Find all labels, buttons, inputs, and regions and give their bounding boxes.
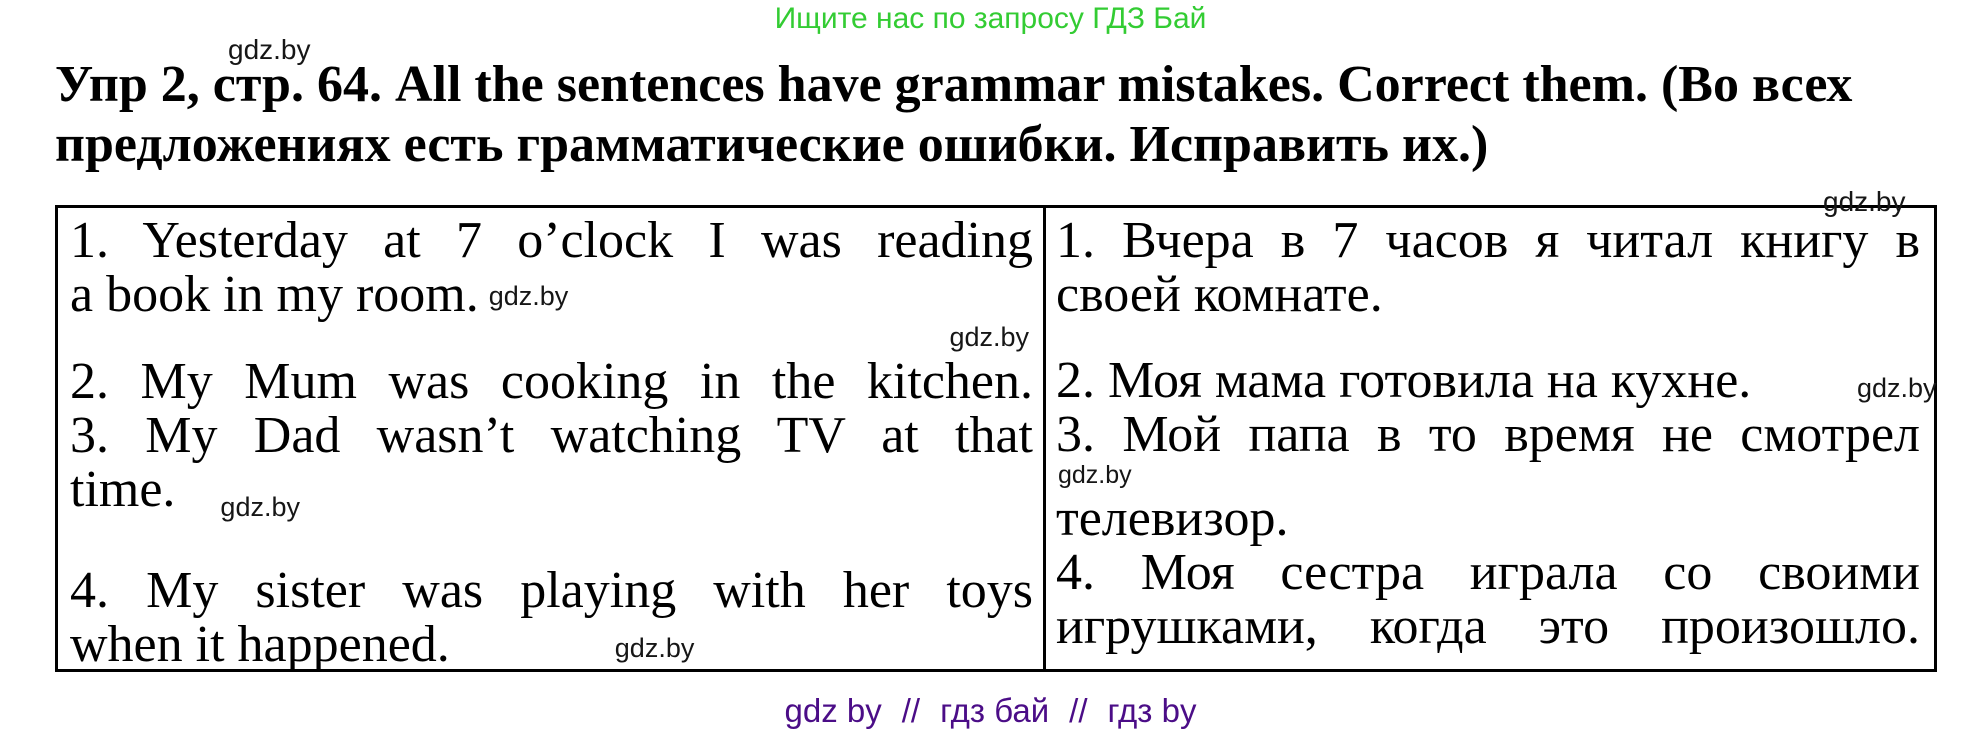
sentence-en-3-line-1: 3. My Dad wasn’t watching TV at that xyxy=(70,407,1033,464)
footer-link-gdz-bai[interactable]: гдз бай xyxy=(940,692,1050,729)
sentence-ru-2: 2. Моя мама готовила на кухне. xyxy=(1056,352,1752,409)
sentence-ru-3-line-1: 3. Мой папа в то время не смотрел xyxy=(1056,406,1920,463)
sentence-en-1-line-2-text: a book in my room. xyxy=(70,266,479,323)
sentence-en-3-line-2-text: time. xyxy=(70,461,176,518)
sentence-ru-4-line-1: 4. Моя сестра играла со своими xyxy=(1056,544,1920,601)
page-title: Упр 2, стр. 64. All the sentences have grammar mistakes. Correct them. (Во всех предложениях есть грамматические ошибки. Исправить их.) xyxy=(55,56,1853,173)
watermark-after-kitchen-ru: gdz.by xyxy=(1857,373,1937,403)
footer-link-gdz-by-mixed[interactable]: гдз by xyxy=(1107,692,1197,729)
sentence-ru-1-line-2: своей комнате. xyxy=(1056,266,1383,323)
sentence-en-1-line-2 xyxy=(70,268,1033,323)
sentence-en-4-line-2 xyxy=(70,618,1033,675)
answers-table xyxy=(55,205,1937,672)
sentence-en-4-line-2-text: when it happened. xyxy=(70,616,450,673)
promo-banner: Ищите нас по запросу ГДЗ Бай xyxy=(774,2,1207,35)
footer-separator: // xyxy=(901,692,921,729)
sentence-en-2: 2. My Mum was cooking in the kitchen. xyxy=(70,353,1033,410)
sentence-en-1-line-1: 1. Yesterday at 7 o’clock I was reading xyxy=(70,212,1033,269)
russian-column xyxy=(1046,208,1934,669)
sentence-ru-1-line-1: 1. Вчера в 7 часов я читал книгу в xyxy=(1056,212,1920,269)
watermark-after-time: gdz.by xyxy=(220,492,300,522)
watermark-top: gdz.by xyxy=(228,34,311,65)
watermark-after-happened: gdz.by xyxy=(614,633,695,663)
footer-links xyxy=(0,692,1981,730)
watermark-right-aligned-en: gdz.by xyxy=(949,322,1029,352)
sentence-ru-4-line-2: игрушками, когда это произошло. xyxy=(1056,598,1920,655)
sentence-ru-3-line-2: телевизор. xyxy=(1056,490,1289,547)
watermark-before-televizor: gdz.by xyxy=(1058,461,1132,489)
sentence-en-4-line-1: 4. My sister was playing with her toys xyxy=(70,562,1033,619)
english-column xyxy=(58,208,1046,673)
footer-separator: // xyxy=(1069,692,1088,729)
watermark-table-top-right: gdz.by xyxy=(1823,186,1906,217)
sentence-en-3-line-2 xyxy=(70,463,1033,534)
footer-link-gdz-by-lat[interactable]: gdz by xyxy=(784,692,882,729)
watermark-after-room: gdz.by xyxy=(488,281,569,311)
